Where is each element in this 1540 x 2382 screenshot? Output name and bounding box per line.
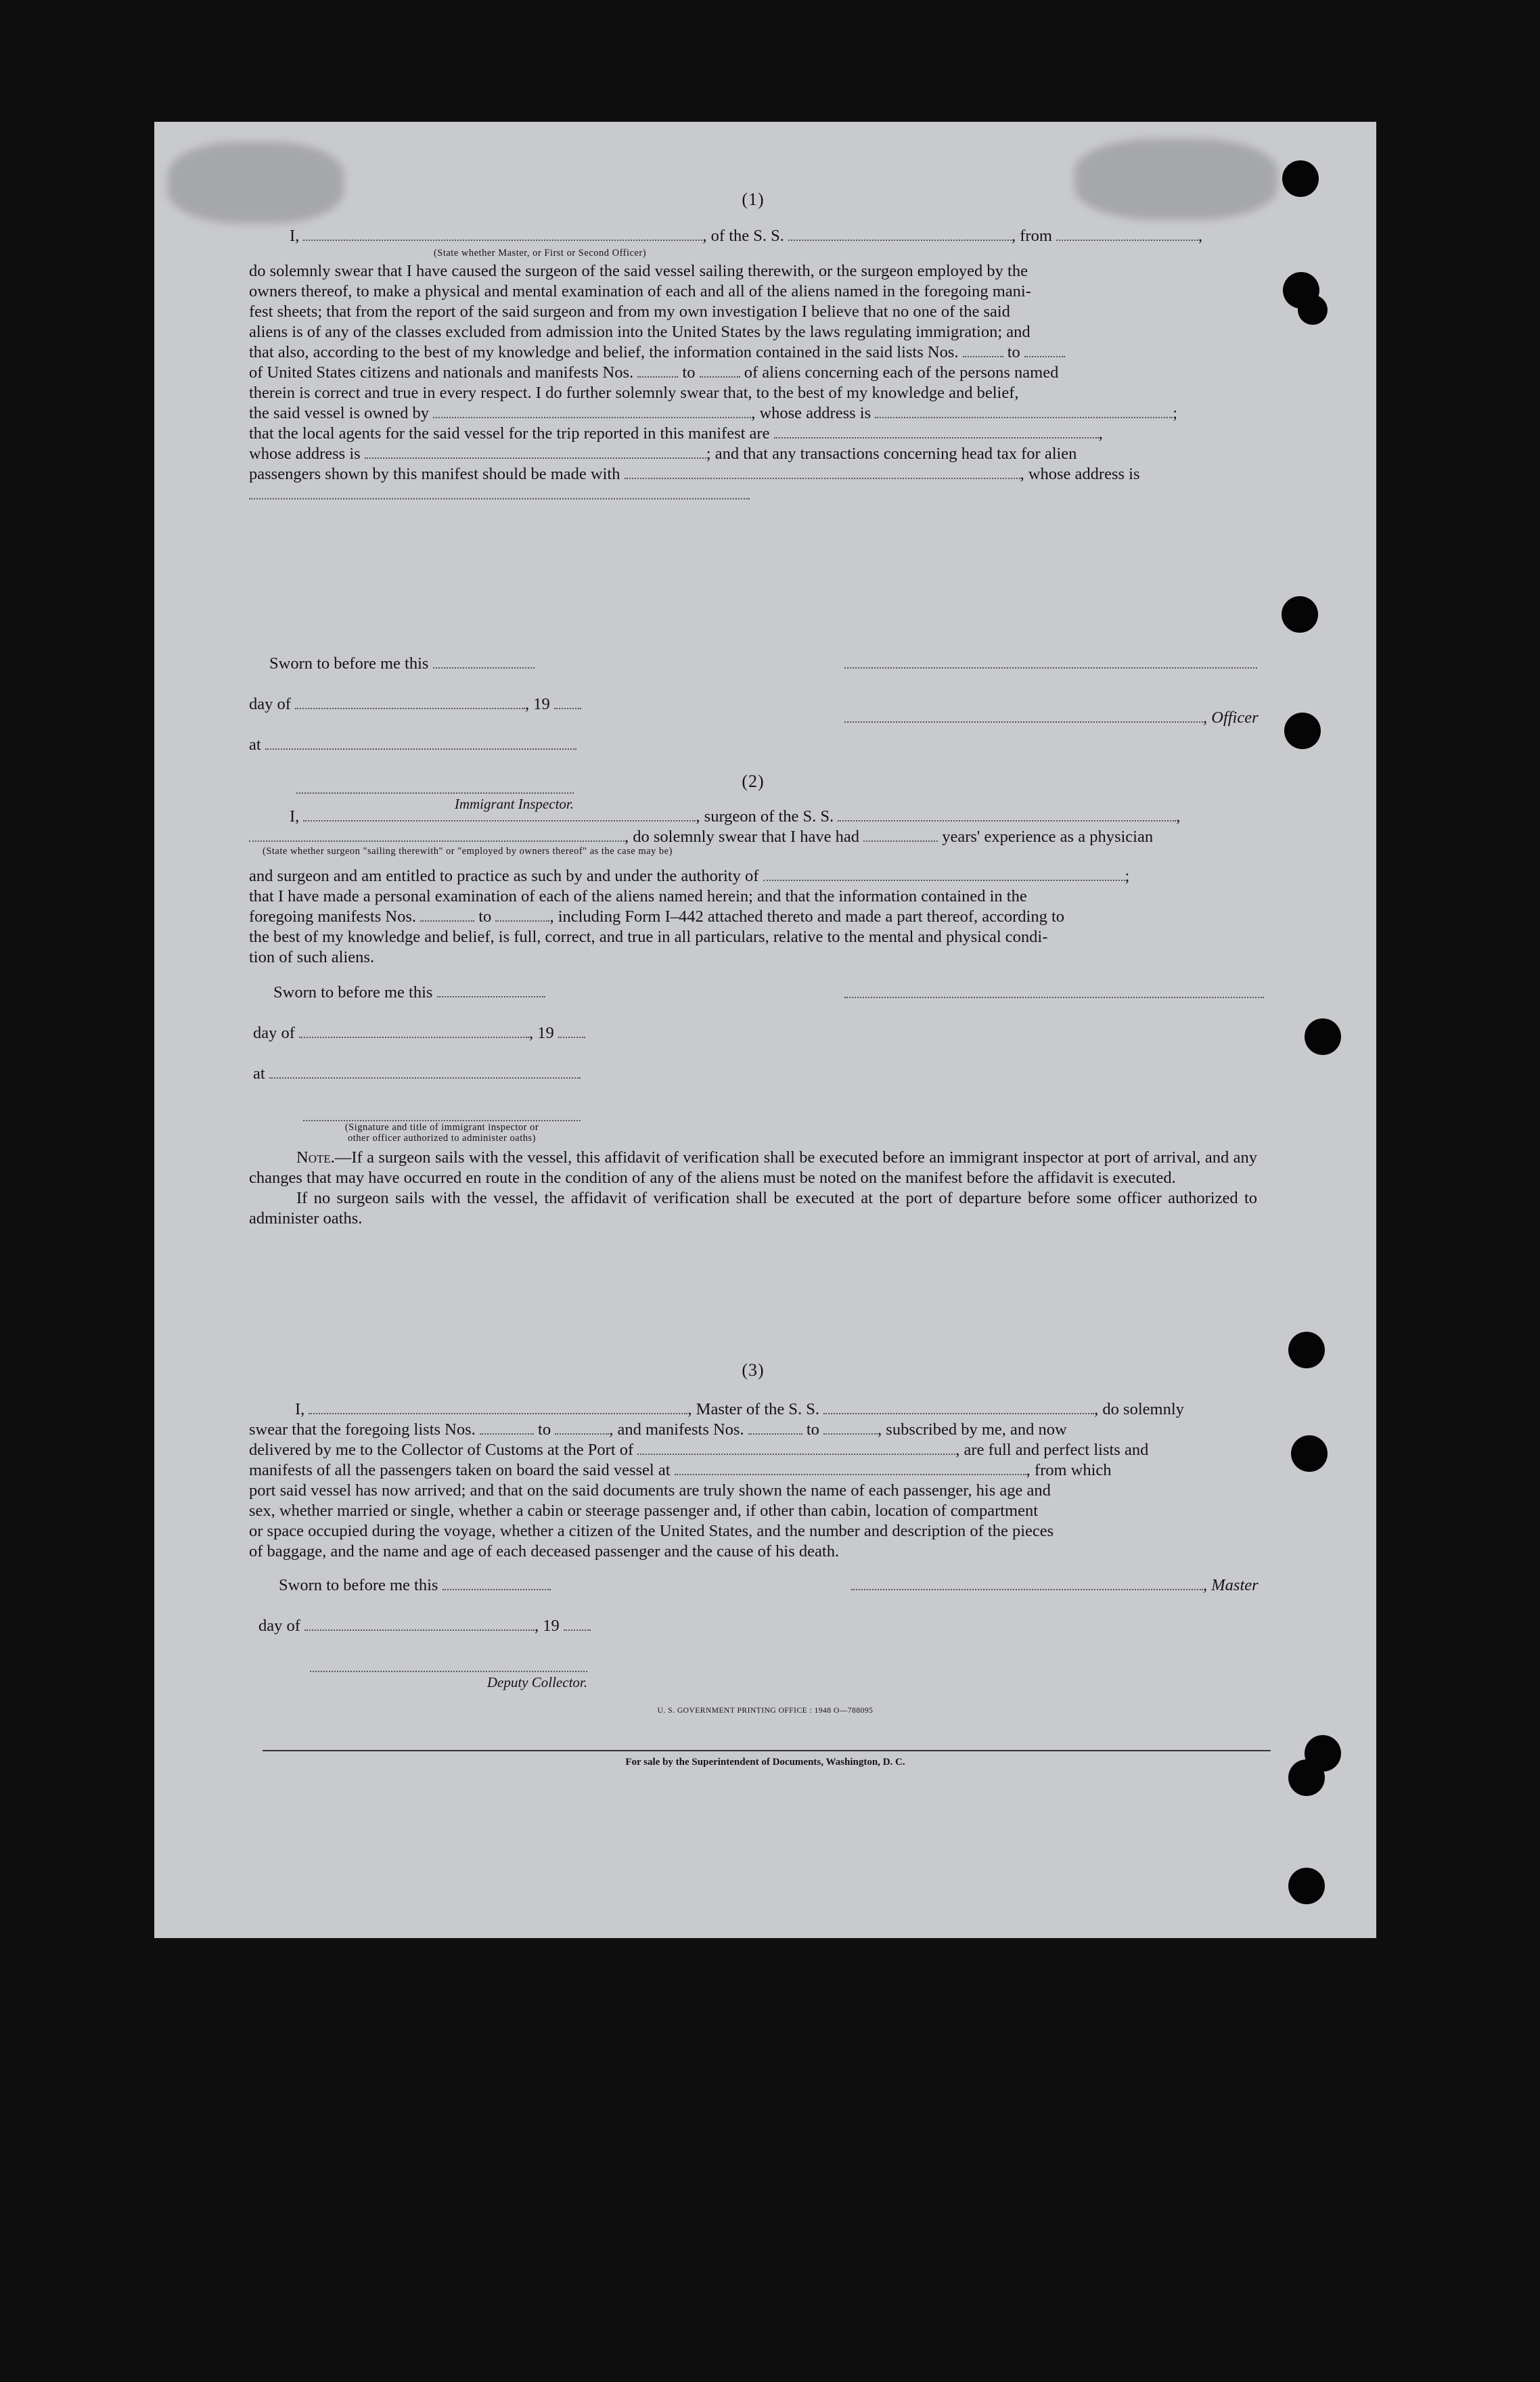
s2-sig-hint: (Signature and title of immigrant inspector or other officer authorized to administer oaths) [344, 1122, 539, 1144]
note-label: Note. [296, 1148, 335, 1167]
s2-years-field[interactable] [863, 827, 938, 842]
section-3-number: (3) [742, 1360, 765, 1380]
printing-office: U. S. GOVERNMENT PRINTING OFFICE : 1948 O—788095 [657, 1707, 874, 1715]
s3-deputy-signature-line[interactable] [310, 1670, 587, 1672]
s2-line-1: I, , surgeon of the S. S. , [290, 807, 1181, 826]
s2-note [249, 1148, 1257, 1229]
s1-body-line-5: that also, according to the best of my knowledge and belief, the information contained in the said lists Nos. to [249, 342, 1257, 363]
s3-port-field[interactable] [637, 1440, 955, 1455]
s1-day-field[interactable] [295, 694, 525, 709]
s3-vessel-field[interactable] [823, 1399, 1094, 1414]
footer-rule [263, 1750, 1271, 1751]
s1-at: at [249, 735, 576, 755]
s3-master-field[interactable] [851, 1575, 1203, 1590]
punch-hole [1298, 295, 1328, 325]
s1-lists-from[interactable] [963, 342, 1003, 357]
s1-inspector-signature-line[interactable] [296, 792, 574, 794]
punch-hole [1291, 1435, 1328, 1472]
form-page [154, 122, 1376, 1938]
s1-body-line-12 [249, 485, 1257, 505]
s3-manifests-from[interactable] [748, 1420, 802, 1435]
s2-body-line-4: that I have made a personal examination of each of the aliens named herein; and that the information contained in the [249, 887, 1027, 905]
s1-body-line-4: aliens is of any of the classes excluded from admission into the United States by the laws regulating immigration; and [249, 323, 1031, 341]
s1-sworn: Sworn to before me this [269, 654, 535, 674]
s1-name-field[interactable] [303, 226, 702, 241]
s1-body-line-10: whose address is ; and that any transactions concerning head tax for alien [249, 445, 1077, 463]
s1-hint: (State whether Master, or First or Second Officer) [433, 248, 647, 259]
section-1-number: (1) [742, 189, 765, 209]
s2-at-field[interactable] [269, 1064, 581, 1079]
s3-boarded-at-field[interactable] [675, 1460, 1026, 1475]
section-2-number: (2) [742, 771, 765, 791]
punch-hole [1288, 1868, 1325, 1904]
s3-year-field[interactable] [564, 1616, 591, 1631]
s1-body [249, 261, 1257, 505]
s3-line-4: manifests of all the passengers taken on board the said vessel at , from which [249, 1461, 1112, 1479]
s3-day-field[interactable] [304, 1616, 535, 1631]
s1-body-line-9: that the local agents for the said vessel for the trip reported in this manifest are , [249, 424, 1103, 443]
s2-day: day of , 19 [253, 1023, 585, 1043]
s3-line-7: or space occupied during the voyage, whether a citizen of the United States, and the number and description of the pieces [249, 1522, 1054, 1540]
s1-body-line-1: do solemnly swear that I have caused the surgeon of the said vessel sailing therewith, or the surgeon employed by the [249, 262, 1028, 280]
s1-vessel-field[interactable] [788, 226, 1012, 241]
s1-sworn-field[interactable] [433, 654, 535, 669]
s3-lists-to[interactable] [555, 1420, 609, 1435]
s2-body-line-6: the best of my knowledge and belief, is full, correct, and true in all particulars, relative to the mental and physical condi- [249, 928, 1048, 946]
s2-at: at [253, 1064, 581, 1084]
punch-hole [1282, 596, 1318, 633]
s1-officer: , Officer [844, 708, 1259, 728]
s3-line-3: delivered by me to the Collector of Customs at the Port of , are full and perfect lists and [249, 1441, 1149, 1459]
s1-agents-field[interactable] [774, 424, 1099, 439]
s1-body-line-3: fest sheets; that from the report of the said surgeon and from my own investigation I believe that no one of the said [249, 302, 1010, 321]
s2-hint: (State whether surgeon "sailing therewith" or "employed by owners thereof" as the case may be) [263, 846, 673, 857]
s1-owner-field[interactable] [433, 403, 751, 418]
s3-master: , Master [851, 1575, 1259, 1596]
s1-headtax-field[interactable] [625, 464, 1020, 479]
s1-day: day of , 19 [249, 694, 581, 715]
s1-line-1: I, , of the S. S. , from , [290, 227, 1203, 245]
s2-authority-field[interactable] [763, 866, 1125, 881]
s1-body-line-2: owners thereof, to make a physical and mental examination of each and all of the aliens named in the foregoing mani- [249, 282, 1031, 300]
s1-year-field[interactable] [554, 694, 581, 709]
s3-line-5: port said vessel has now arrived; and that on the said documents are truly shown the name of each passenger, his age and [249, 1481, 1051, 1500]
s1-inspector-label: Immigrant Inspector. [454, 796, 574, 812]
s3-body [249, 1399, 1271, 1562]
punch-hole [1288, 1759, 1325, 1796]
s2-year-field[interactable] [558, 1023, 585, 1038]
s2-manifests-from[interactable] [420, 907, 474, 922]
s1-body-line-11: passengers shown by this manifest should be made with , whose address is [249, 465, 1140, 483]
s2-status-field[interactable] [249, 827, 625, 842]
s3-line-2: swear that the foregoing lists Nos. to , and manifests Nos. to , subscribed by me, and now [249, 1420, 1067, 1439]
punch-hole [1284, 713, 1321, 749]
punch-hole [1282, 160, 1319, 197]
s1-manifests-to[interactable] [700, 363, 740, 378]
stamp-smudge-left [168, 142, 344, 223]
s2-sworn: Sworn to before me this [273, 983, 545, 1003]
s2-body-line-5: foregoing manifests Nos. to , including Form I–442 attached thereto and made a part thereof, according to [249, 907, 1065, 926]
note-text: —If a surgeon sails with the vessel, this affidavit of verification shall be executed before an immigrant inspector at port of arrival, and any changes that may have occurred en route in the condition of any of the aliens must be noted on the manifest before the affidavit is executed. [249, 1148, 1257, 1187]
s2-line-2: , do solemnly swear that I have had years' experience as a physician [249, 827, 1153, 847]
s1-at-field[interactable] [265, 735, 576, 750]
s3-lists-from[interactable] [480, 1420, 534, 1435]
s2-signature-line[interactable] [844, 996, 1264, 998]
s1-manifests-from[interactable] [637, 363, 678, 378]
s1-headtax-address-field[interactable] [249, 485, 750, 499]
s1-body-line-6: of United States citizens and nationals and manifests Nos. to of aliens concerning each of the persons named [249, 363, 1059, 382]
s2-name-field[interactable] [303, 807, 696, 822]
s3-day: day of , 19 [258, 1616, 591, 1636]
s2-vessel-field[interactable] [838, 807, 1176, 822]
s3-sworn-field[interactable] [443, 1575, 551, 1590]
s1-officer-field[interactable] [844, 708, 1203, 723]
s2-manifests-to[interactable] [495, 907, 549, 922]
s3-line-6: sex, whether married or single, whether a cabin or steerage passenger and, if other than cabin, location of compartment [249, 1502, 1039, 1520]
s3-sworn: Sworn to before me this [279, 1575, 551, 1596]
s1-signature-line[interactable] [844, 667, 1257, 669]
s2-body-line-7: tion of such aliens. [249, 948, 375, 966]
s3-line-1: I, , Master of the S. S. , do solemnly [295, 1400, 1184, 1418]
s2-body [249, 866, 1257, 968]
s1-body-line-8: the said vessel is owned by , whose address is ; [249, 404, 1178, 422]
punch-hole [1288, 1332, 1325, 1368]
s3-manifests-to[interactable] [823, 1420, 878, 1435]
s2-inspector-signature-line[interactable] [303, 1119, 581, 1121]
s2-day-field[interactable] [299, 1023, 529, 1038]
s1-from-field[interactable] [1056, 226, 1198, 241]
note-2: If no surgeon sails with the vessel, the affidavit of verification shall be executed at the port of departure before some officer authorized to administer oaths. [249, 1189, 1257, 1228]
for-sale-note: For sale by the Superintendent of Documents, Washington, D. C. [625, 1757, 905, 1768]
punch-hole [1305, 1018, 1341, 1055]
s1-body-line-7: therein is correct and true in every respect. I do further solemnly swear that, to the best of my knowledge and belief, [249, 384, 1019, 402]
s2-sworn-field[interactable] [437, 983, 545, 997]
s2-body-line-3: and surgeon and am entitled to practice as such by and under the authority of ; [249, 867, 1130, 885]
s1-lists-to[interactable] [1024, 342, 1065, 357]
s1-owner-address-field[interactable] [875, 403, 1173, 418]
s3-line-8: of baggage, and the name and age of each deceased passenger and the cause of his death. [249, 1542, 840, 1560]
s1-agents-address-field[interactable] [365, 444, 706, 459]
s3-deputy-label: Deputy Collector. [486, 1674, 587, 1690]
s3-name-field[interactable] [309, 1399, 687, 1414]
